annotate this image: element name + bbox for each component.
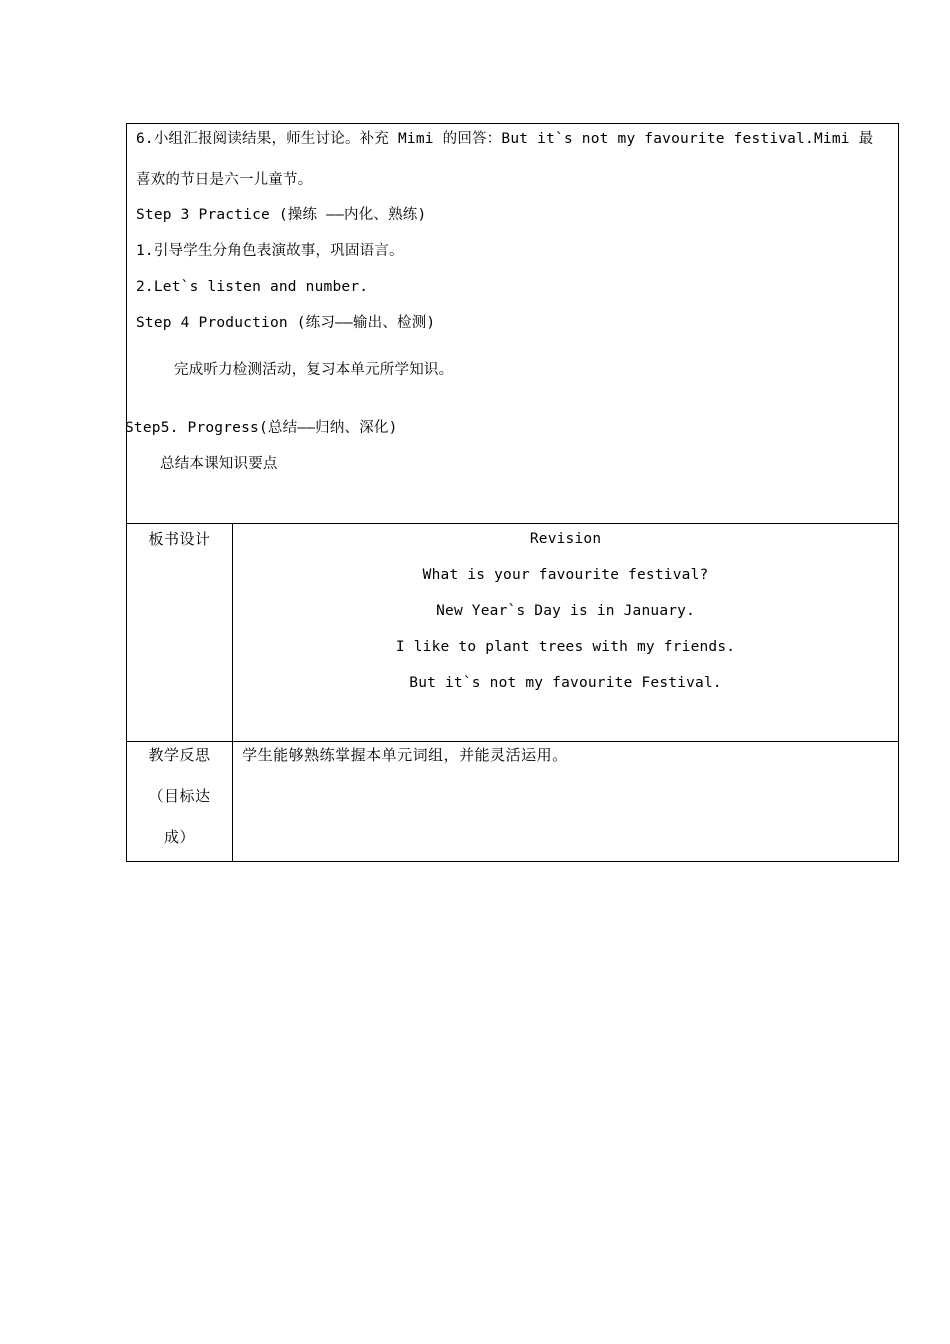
step-line-6-cont: 喜欢的节日是六一儿童节。 (136, 172, 313, 188)
lesson-plan-table (126, 123, 899, 862)
step-3-item-2: 2.Let`s listen and number. (136, 279, 369, 295)
board-design-label-cell (127, 524, 233, 742)
reflection-label-cell (127, 742, 233, 862)
reflection-text: 学生能够熟练掌握本单元词组，并能灵活运用。 (242, 746, 568, 764)
board-line: What is your favourite festival? (422, 567, 709, 583)
board-design-label: 板书设计 (148, 530, 211, 548)
step-5-heading: Step5. Progress(总结——归纳、深化) (125, 420, 398, 436)
board-design-content (233, 524, 898, 693)
reflection-label-line: 成） (164, 828, 196, 846)
step-5-item: 总结本课知识要点 (160, 456, 278, 472)
reflection-content-cell (233, 742, 899, 862)
reflection-label-line: 教学反思 (148, 746, 211, 764)
board-line: Revision (529, 531, 602, 547)
reflection-label (127, 742, 232, 847)
step-3-item-1: 1.引导学生分角色表演故事，巩固语言。 (136, 243, 404, 259)
step-4-heading: Step 4 Production (练习——输出、检测) (136, 315, 436, 331)
board-design-row (127, 524, 899, 742)
board-line: But it`s not my favourite Festival. (409, 675, 722, 691)
board-line: New Year`s Day is in January. (436, 603, 696, 619)
board-design-content-cell (233, 524, 899, 742)
reflection-label-line: （目标达 (148, 787, 211, 805)
step-3-heading: Step 3 Practice (操练 ——内化、熟练) (136, 207, 427, 223)
teaching-steps-cell (127, 124, 899, 524)
steps-row (127, 124, 899, 524)
step-line-6: 6.小组汇报阅读结果，师生讨论。补充 Mimi 的回答：But it`s not my favourite festival.Mimi 最 (136, 131, 874, 147)
board-line: I like to plant trees with my friends. (395, 639, 736, 655)
step-4-item: 完成听力检测活动，复习本单元所学知识。 (174, 362, 454, 378)
reflection-row (127, 742, 899, 862)
